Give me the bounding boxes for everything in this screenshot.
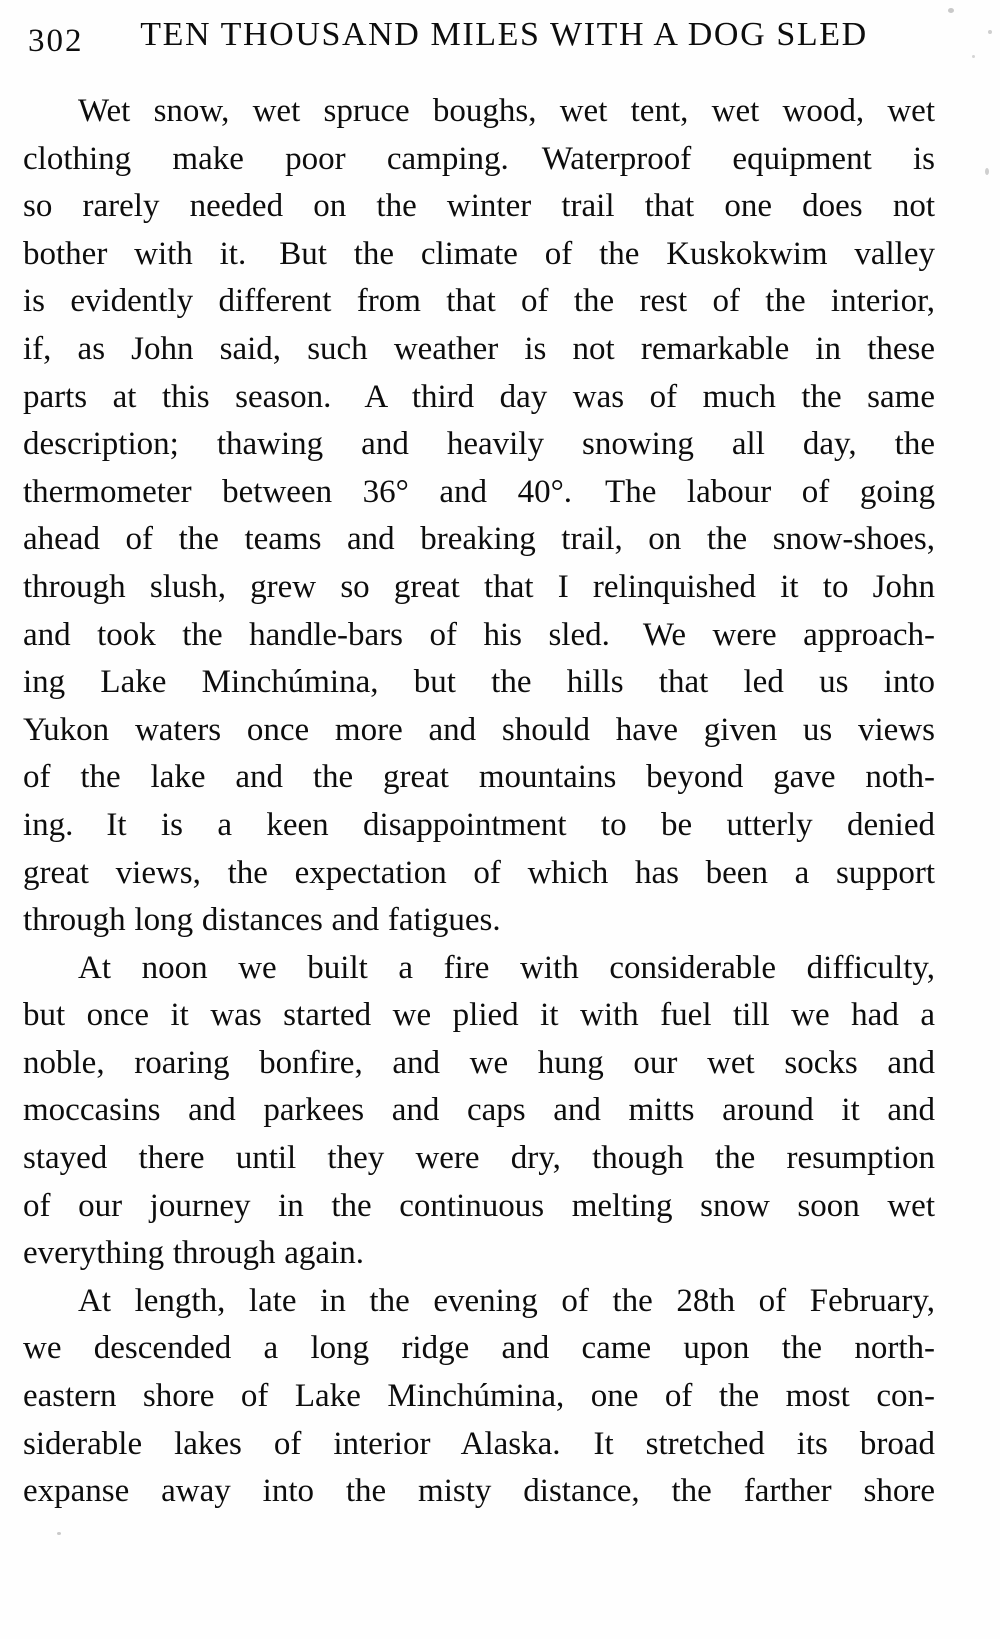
text-line: description; thawing and heavily snowing all day, the [23,426,935,463]
text-line: we descended a long ridge and came upon the north- [23,1330,935,1367]
text-line: bother with it. But the climate of the Kuskokwim valley [23,235,935,272]
text-line: At noon we built a fire with considerable difficulty, [78,949,935,986]
text-line: through long distances and fatigues. [23,902,501,939]
text-line: so rarely needed on the winter trail that one does not [23,188,935,225]
text-line: moccasins and parkees and caps and mitts around it and [23,1092,935,1129]
text-line: thermometer between 36° and 40°. The labour of going [23,473,935,510]
text-line: but once it was started we plied it with fuel till we had a [23,997,935,1034]
text-line: eastern shore of Lake Minchúmina, one of the most con- [23,1378,935,1415]
running-title: TEN THOUSAND MILES WITH A DOG SLED [140,16,868,53]
text-line: of the lake and the great mountains beyond gave noth- [23,759,935,796]
text-line: ing Lake Minchúmina, but the hills that led us into [23,664,935,701]
text-line: ing. It is a keen disappointment to be utterly denied [23,806,935,843]
text-line: parts at this season. A third day was of much the same [23,378,935,415]
text-line: if, as John said, such weather is not remarkable in these [23,330,935,367]
text-line: clothing make poor camping. Waterproof equipment is [23,140,935,177]
text-line: noble, roaring bonfire, and we hung our wet socks and [23,1044,935,1081]
scan-speckle [57,1532,61,1535]
text-line: great views, the expectation of which has been a support [23,854,935,891]
scan-speckle [972,55,975,58]
text-line: expanse away into the misty distance, the farther shore [23,1473,935,1510]
page-body [23,88,935,1516]
text-line: Wet snow, wet spruce boughs, wet tent, wet wood, wet [78,93,935,129]
scan-speckle [948,8,954,13]
text-line: of our journey in the continuous melting snow soon wet [23,1187,935,1224]
text-line: ahead of the teams and breaking trail, on the snow-shoes, [23,521,935,558]
scan-speckle [985,168,989,175]
text-line: stayed there until they were dry, though the resumption [23,1140,935,1177]
text-line: is evidently different from that of the rest of the interior, [23,283,935,320]
text-line: everything through again. [23,1235,364,1272]
text-line: siderable lakes of interior Alaska. It stretched its broad [23,1425,935,1462]
text-line: and took the handle-bars of his sled. We were approach- [23,616,935,653]
page-header [0,16,1000,66]
text-line: At length, late in the evening of the 28th of February, [78,1282,935,1319]
page-number: 302 [28,23,84,59]
text-line: through slush, grew so great that I relinquished it to John [23,568,935,605]
scan-speckle [988,30,992,34]
text-line: Yukon waters once more and should have given us views [23,711,935,748]
